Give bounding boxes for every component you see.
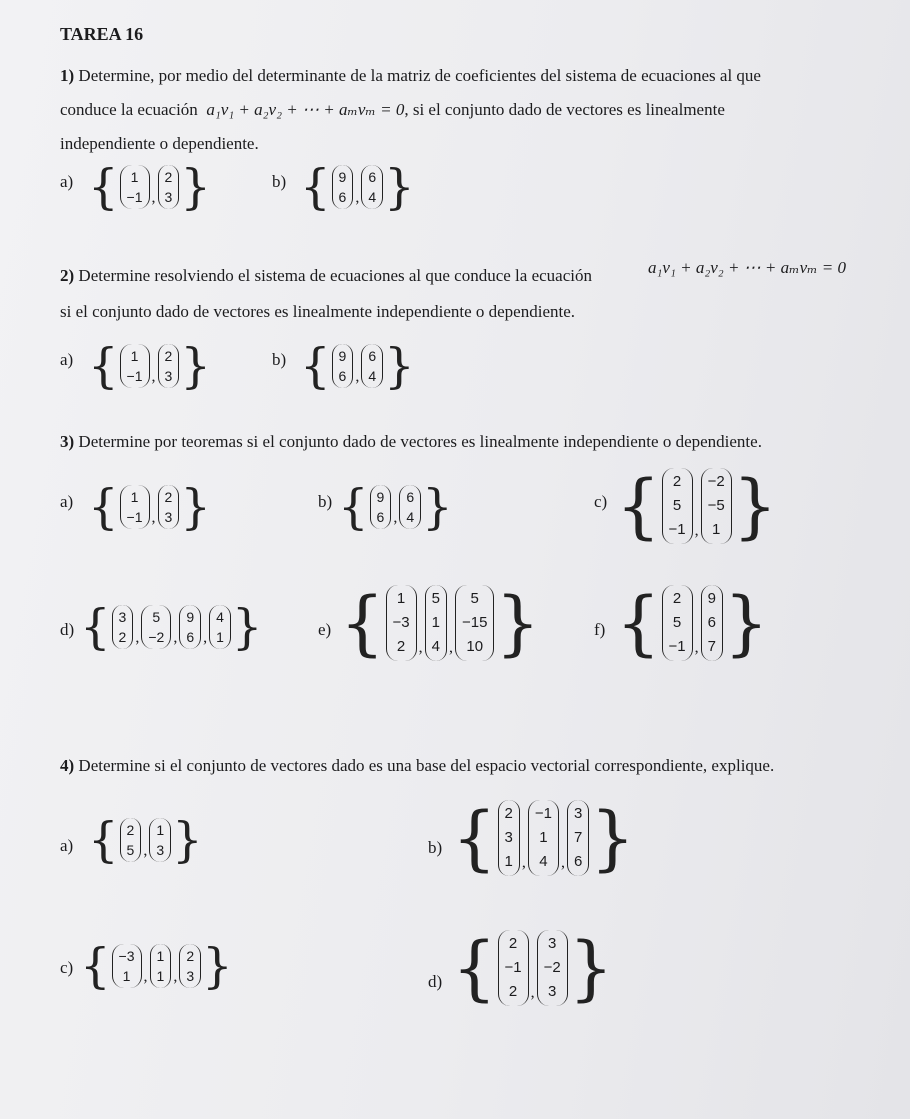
vector-entry: 1 xyxy=(539,829,548,846)
vector-entry: 1 xyxy=(130,489,139,505)
vector-entry: 2 xyxy=(164,169,173,185)
column-vector xyxy=(425,585,447,661)
column-vector xyxy=(701,585,723,661)
vector-entry: 1 xyxy=(156,822,165,838)
vector-entry: −1 xyxy=(126,368,143,384)
vector-entry: 3 xyxy=(164,509,173,525)
column-vector xyxy=(179,944,201,988)
vector-entry: 4 xyxy=(368,189,377,205)
vector-separator: , xyxy=(151,368,156,385)
vector-entry: 7 xyxy=(707,638,716,655)
column-vector xyxy=(112,944,142,988)
p4-item-b-label: b) xyxy=(428,838,443,857)
column-vector xyxy=(498,930,529,1006)
p4-item-d-label: d) xyxy=(428,972,443,991)
vector-entry: −1 xyxy=(126,189,143,205)
vector-entry: 3 xyxy=(186,968,195,984)
vector-entry: 2 xyxy=(118,629,127,645)
vector-entry: 4 xyxy=(216,609,224,625)
vector-entry: −15 xyxy=(462,614,488,631)
p2-item-a-label: a) xyxy=(60,350,74,369)
vector-entry: 2 xyxy=(672,590,682,607)
vector-entry: 2 xyxy=(164,348,173,364)
vector-separator: , xyxy=(355,189,360,206)
vector-separator: , xyxy=(694,522,699,539)
problem-1-equation: a₁v₁ + a₂v₂ + ⋯ + aₘvₘ = 0 xyxy=(206,100,405,119)
p3-item-f-label: f) xyxy=(594,620,606,639)
set-open-brace: { xyxy=(88,159,119,215)
problem-1-text-3: , si el conjunto dado de vectores es linealmente xyxy=(404,100,725,119)
set-open-brace: { xyxy=(88,338,119,394)
set-close-brace: } xyxy=(495,582,540,664)
column-vector xyxy=(399,485,421,529)
p2-item-b-label: b) xyxy=(272,350,287,369)
vector-entry: 1 xyxy=(504,853,513,870)
set-open-brace: { xyxy=(88,479,119,535)
set-open-brace: { xyxy=(80,599,111,655)
set-open-brace: { xyxy=(300,159,331,215)
p2-set-b xyxy=(300,338,415,394)
vector-entry: −2 xyxy=(148,629,165,645)
problem-4-text: Determine si el conjunto de vectores dado es una base del espacio vectorial correspondiente, explique. xyxy=(78,756,775,775)
p3-item-b-label: b) xyxy=(318,492,333,511)
p3-set-f xyxy=(616,582,769,664)
vector-entry: 5 xyxy=(126,842,135,858)
problem-3-line-1 xyxy=(60,432,762,452)
vector-separator: , xyxy=(530,984,535,1001)
p1-item-b-label: b) xyxy=(272,172,287,191)
column-vector xyxy=(120,818,142,862)
problem-3-text: Determine por teoremas si el conjunto dado de vectores es linealmente independiente o dependiente. xyxy=(78,432,762,451)
p1-set-a xyxy=(88,159,211,215)
vector-entry: 1 xyxy=(130,348,139,364)
vector-separator: , xyxy=(135,629,140,646)
column-vector xyxy=(112,605,134,649)
column-vector xyxy=(120,344,150,388)
column-vector xyxy=(332,165,354,209)
p3-set-a xyxy=(88,479,211,535)
vector-entry: 3 xyxy=(548,983,557,1000)
vector-entry: 5 xyxy=(672,614,682,631)
column-vector xyxy=(662,468,693,544)
vector-entry: 2 xyxy=(186,948,195,964)
problem-1-line-1 xyxy=(60,66,761,86)
vector-separator: , xyxy=(694,639,699,656)
vector-entry: 3 xyxy=(504,829,513,846)
vector-entry: 3 xyxy=(164,368,173,384)
column-vector xyxy=(455,585,494,661)
column-vector xyxy=(209,605,231,649)
set-close-brace: } xyxy=(422,479,453,535)
p4-item-c-label: c) xyxy=(60,958,74,977)
p4-item-a-label: a) xyxy=(60,836,74,855)
vector-entry: 7 xyxy=(574,829,583,846)
vector-entry: 5 xyxy=(152,609,161,625)
column-vector xyxy=(141,605,171,649)
p3-item-d-label: d) xyxy=(60,620,75,639)
vector-entry: 6 xyxy=(707,614,716,631)
vector-entry: 10 xyxy=(466,638,484,655)
p3-set-e xyxy=(340,582,540,664)
p3-set-d xyxy=(80,599,263,655)
vector-entry: 3 xyxy=(548,935,557,952)
p3-set-c xyxy=(616,465,778,547)
problem-1-number: 1) xyxy=(60,66,75,85)
set-close-brace: } xyxy=(202,938,233,994)
p2-set-a xyxy=(88,338,211,394)
vector-entry: 9 xyxy=(338,169,347,185)
vector-separator: , xyxy=(143,968,148,985)
set-close-brace: } xyxy=(568,927,614,1009)
column-vector xyxy=(158,344,180,388)
vector-entry: 4 xyxy=(368,368,377,384)
vector-entry: 4 xyxy=(406,509,415,525)
column-vector xyxy=(701,468,732,544)
column-vector xyxy=(361,344,383,388)
vector-entry: −3 xyxy=(118,948,135,964)
vector-entry: 2 xyxy=(508,983,518,1000)
vector-entry: 6 xyxy=(406,489,415,505)
vector-entry: 3 xyxy=(118,609,127,625)
problem-4-number: 4) xyxy=(60,756,75,775)
vector-entry: 2 xyxy=(672,473,682,490)
set-open-brace: { xyxy=(300,338,331,394)
vector-entry: 1 xyxy=(431,614,440,631)
vector-entry: 2 xyxy=(508,935,518,952)
vector-entry: 9 xyxy=(376,489,385,505)
set-open-brace: { xyxy=(338,479,369,535)
vector-entry: −2 xyxy=(543,959,561,976)
problem-1-line-3: independiente o dependiente. xyxy=(60,134,259,153)
vector-separator: , xyxy=(393,509,398,526)
set-close-brace: } xyxy=(384,338,415,394)
column-vector xyxy=(158,165,180,209)
column-vector xyxy=(149,818,171,862)
problem-1-line-2 xyxy=(60,100,725,120)
vector-entry: 1 xyxy=(130,169,139,185)
vector-separator: , xyxy=(203,629,208,646)
vector-separator: , xyxy=(173,629,178,646)
worksheet-title: TAREA 16 xyxy=(60,24,144,44)
problem-1-text-2: conduce la ecuación xyxy=(60,100,198,119)
column-vector xyxy=(150,944,172,988)
vector-entry: 2 xyxy=(126,822,135,838)
problem-2-number: 2) xyxy=(60,266,75,285)
vector-entry: 2 xyxy=(396,638,406,655)
p4-set-c xyxy=(80,938,233,994)
vector-entry: 5 xyxy=(672,497,682,514)
set-open-brace: { xyxy=(452,797,497,879)
set-close-brace: } xyxy=(172,812,203,868)
p1-set-b xyxy=(300,159,415,215)
p3-item-a-label: a) xyxy=(60,492,74,511)
problem-1-text: Determine, por medio del determinante de la matriz de coeficientes del sistema de ecuaciones al que xyxy=(78,66,761,85)
vector-entry: −2 xyxy=(707,473,725,490)
vector-separator: , xyxy=(355,368,360,385)
vector-entry: 1 xyxy=(216,629,224,645)
vector-entry: −5 xyxy=(707,497,725,514)
vector-separator: , xyxy=(449,639,453,656)
column-vector xyxy=(179,605,201,649)
vector-entry: −1 xyxy=(534,805,552,822)
vector-separator: , xyxy=(151,509,156,526)
vector-entry: −1 xyxy=(504,959,522,976)
vector-entry: 3 xyxy=(574,805,583,822)
set-open-brace: { xyxy=(452,927,497,1009)
vector-separator: , xyxy=(151,189,156,206)
problem-2-line-1 xyxy=(60,266,592,286)
set-close-brace: } xyxy=(384,159,415,215)
column-vector xyxy=(498,800,520,876)
p4-set-b xyxy=(452,797,635,879)
vector-entry: 9 xyxy=(707,590,716,607)
vector-entry: 6 xyxy=(338,368,347,384)
vector-entry: 1 xyxy=(156,968,165,984)
vector-entry: 6 xyxy=(368,348,377,364)
vector-separator: , xyxy=(521,854,526,871)
vector-entry: 2 xyxy=(164,489,173,505)
set-open-brace: { xyxy=(88,812,119,868)
column-vector xyxy=(120,485,150,529)
problem-2-text: Determine resolviendo el sistema de ecuaciones al que conduce la ecuación xyxy=(78,266,592,285)
vector-entry: −3 xyxy=(392,614,410,631)
p3-item-e-label: e) xyxy=(318,620,332,639)
column-vector xyxy=(537,930,568,1006)
set-close-brace: } xyxy=(180,338,211,394)
vector-entry: 3 xyxy=(156,842,165,858)
vector-entry: 1 xyxy=(712,521,721,538)
p4-set-a xyxy=(88,812,203,868)
vector-entry: 6 xyxy=(574,853,583,870)
set-close-brace: } xyxy=(180,479,211,535)
set-close-brace: } xyxy=(590,797,635,879)
set-close-brace: } xyxy=(724,582,769,664)
vector-entry: 6 xyxy=(186,629,195,645)
vector-entry: 6 xyxy=(376,509,385,525)
vector-entry: 6 xyxy=(368,169,377,185)
column-vector xyxy=(120,165,150,209)
column-vector xyxy=(528,800,559,876)
problem-4-line-1 xyxy=(60,756,774,776)
vector-entry: 9 xyxy=(338,348,347,364)
vector-separator: , xyxy=(143,842,148,859)
set-open-brace: { xyxy=(616,582,661,664)
vector-entry: 6 xyxy=(338,189,347,205)
column-vector xyxy=(158,485,180,529)
column-vector xyxy=(361,165,383,209)
vector-entry: 5 xyxy=(431,590,440,607)
problem-2-line-2: si el conjunto dado de vectores es linealmente independiente o dependiente. xyxy=(60,302,576,321)
problem-2-equation: a₁v₁ + a₂v₂ + ⋯ + aₘvₘ = 0 xyxy=(648,258,847,277)
vector-entry: 2 xyxy=(504,805,513,822)
p3-item-c-label: c) xyxy=(594,492,608,511)
vector-entry: 5 xyxy=(470,590,479,607)
problem-3-number: 3) xyxy=(60,432,75,451)
vector-entry: 1 xyxy=(396,590,406,607)
column-vector xyxy=(386,585,417,661)
column-vector xyxy=(567,800,589,876)
column-vector xyxy=(370,485,392,529)
set-close-brace: } xyxy=(231,599,263,655)
vector-entry: −1 xyxy=(126,509,143,525)
vector-entry: −1 xyxy=(668,638,686,655)
vector-entry: 1 xyxy=(122,968,131,984)
p1-item-a-label: a) xyxy=(60,172,74,191)
vector-separator: , xyxy=(561,854,565,871)
vector-entry: 3 xyxy=(164,189,173,205)
vector-separator: , xyxy=(173,968,178,985)
vector-entry: 4 xyxy=(539,853,548,870)
vector-separator: , xyxy=(418,639,423,656)
p4-set-d xyxy=(452,927,614,1009)
set-open-brace: { xyxy=(340,582,385,664)
vector-entry: 4 xyxy=(431,638,440,655)
set-close-brace: } xyxy=(180,159,211,215)
column-vector xyxy=(332,344,354,388)
p3-set-b xyxy=(338,479,453,535)
vector-entry: 9 xyxy=(186,609,195,625)
set-open-brace: { xyxy=(80,938,111,994)
column-vector xyxy=(662,585,693,661)
set-close-brace: } xyxy=(732,465,778,547)
vector-entry: 1 xyxy=(156,948,165,964)
vector-entry: −1 xyxy=(668,521,686,538)
set-open-brace: { xyxy=(616,465,661,547)
